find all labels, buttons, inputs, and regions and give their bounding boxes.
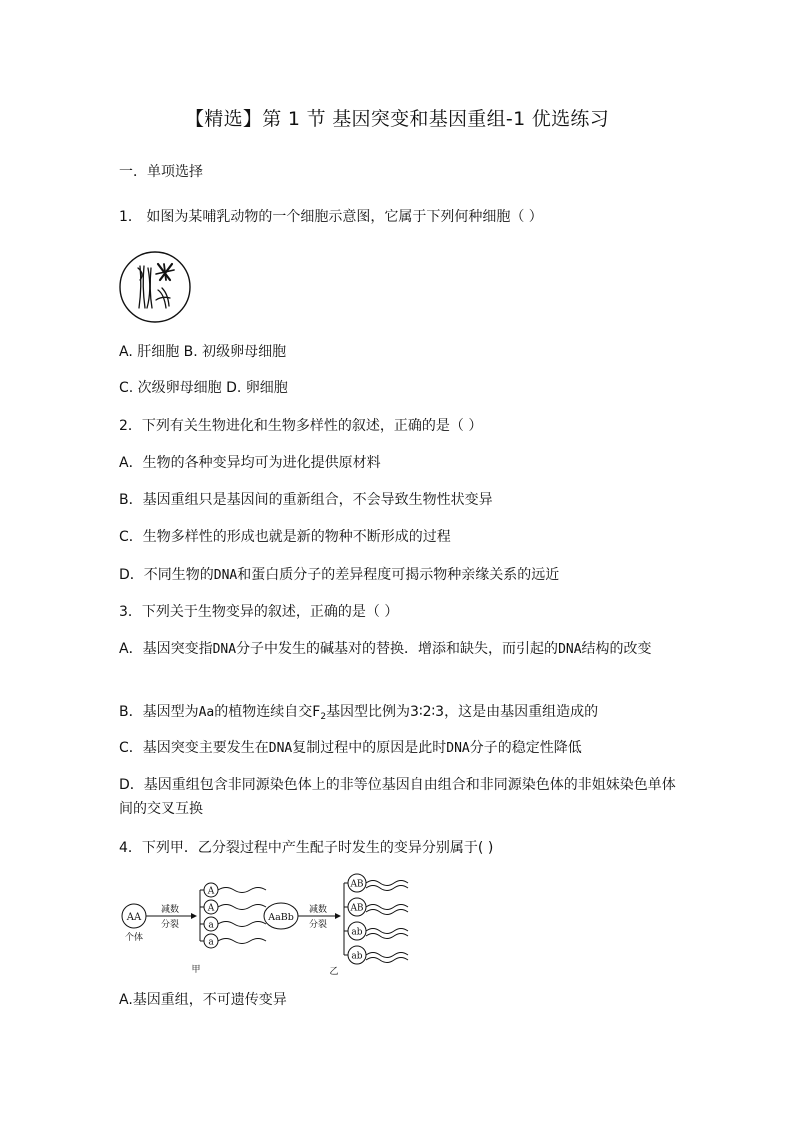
yi-arrow-label-1: 减数	[308, 905, 328, 915]
q2-option-b: B．基因重组只是基因间的重新组合，不会导致生物性状变异	[119, 492, 493, 508]
yi-arrow-label-2: 分裂	[308, 920, 328, 930]
jia-gamete-1: A	[207, 886, 215, 897]
jia-arrow-label-2: 分裂	[160, 920, 180, 930]
yi-gamete-1: AB	[350, 879, 364, 890]
document-title: 【精选】第 1 节 基因突变和基因重组-1 优选练习	[185, 108, 609, 130]
jia-gamete-3: a	[208, 920, 214, 931]
diagram-jia	[122, 883, 266, 975]
q1-cell-diagram	[118, 250, 192, 324]
cell-membrane	[120, 252, 190, 322]
q2-option-d: D．不同生物的DNA和蛋白质分子的差异程度可揭示物种亲缘关系的远近	[119, 567, 560, 583]
q3-stem: 3．下列关于生物变异的叙述，正确的是（ ）	[119, 604, 399, 620]
q3-option-d: D．基因重组包含非同源染色体上的非等位基因自由组合和非同源染色体的非姐妹染色单体间的交叉互换	[119, 777, 676, 817]
q3-option-b: B．基因型为Aa的植物连续自交$F_2$基因型比例为3∶2∶3，这是由基因重组造成的	[119, 704, 599, 722]
yi-gamete-4: ab	[351, 951, 363, 962]
jia-arrow-label-1: 减数	[160, 905, 180, 915]
q3-option-c: C．基因突变主要发生在DNA复制过程中的原因是此时DNA分子的稳定性降低	[119, 740, 582, 756]
chromosomes	[138, 264, 174, 308]
yi-caption: 乙	[329, 967, 339, 977]
jia-caption: 甲	[191, 965, 201, 975]
q2-option-a: A．生物的各种变异均可为进化提供原材料	[119, 455, 381, 471]
yi-gamete-3: ab	[351, 927, 363, 938]
q4-option-a: A.基因重组，不可遗传变异	[119, 992, 287, 1008]
jia-parent-label: 个体	[124, 933, 144, 943]
yi-parent-genotype: AaBb	[268, 912, 294, 923]
q3-option-a: A．基因突变指DNA分子中发生的碱基对的替换．增添和缺失，而引起的DNA结构的改变	[119, 641, 652, 657]
diagram-yi	[264, 874, 408, 977]
q2-option-c: C．生物多样性的形成也就是新的物种不断形成的过程	[119, 529, 451, 545]
jia-gamete-2: A	[207, 903, 215, 914]
section-heading: 一．单项选择	[119, 164, 203, 180]
jia-gamete-4: a	[208, 937, 214, 948]
q4-stem: 4．下列甲．乙分裂过程中产生配子时发生的变异分别属于( )	[119, 840, 494, 856]
q1-options-cd: C. 次级卵母细胞 D. 卵细胞	[119, 380, 288, 396]
q1-stem: 1． 如图为某哺乳动物的一个细胞示意图，它属于下列何种细胞（ ）	[119, 209, 543, 225]
jia-parent-genotype: AA	[126, 912, 142, 923]
q4-diagram	[118, 872, 418, 980]
yi-gamete-2: AB	[350, 903, 364, 914]
q1-options-ab: A. 肝细胞 B. 初级卵母细胞	[119, 344, 287, 360]
q2-stem: 2．下列有关生物进化和生物多样性的叙述，正确的是（ ）	[119, 418, 483, 434]
